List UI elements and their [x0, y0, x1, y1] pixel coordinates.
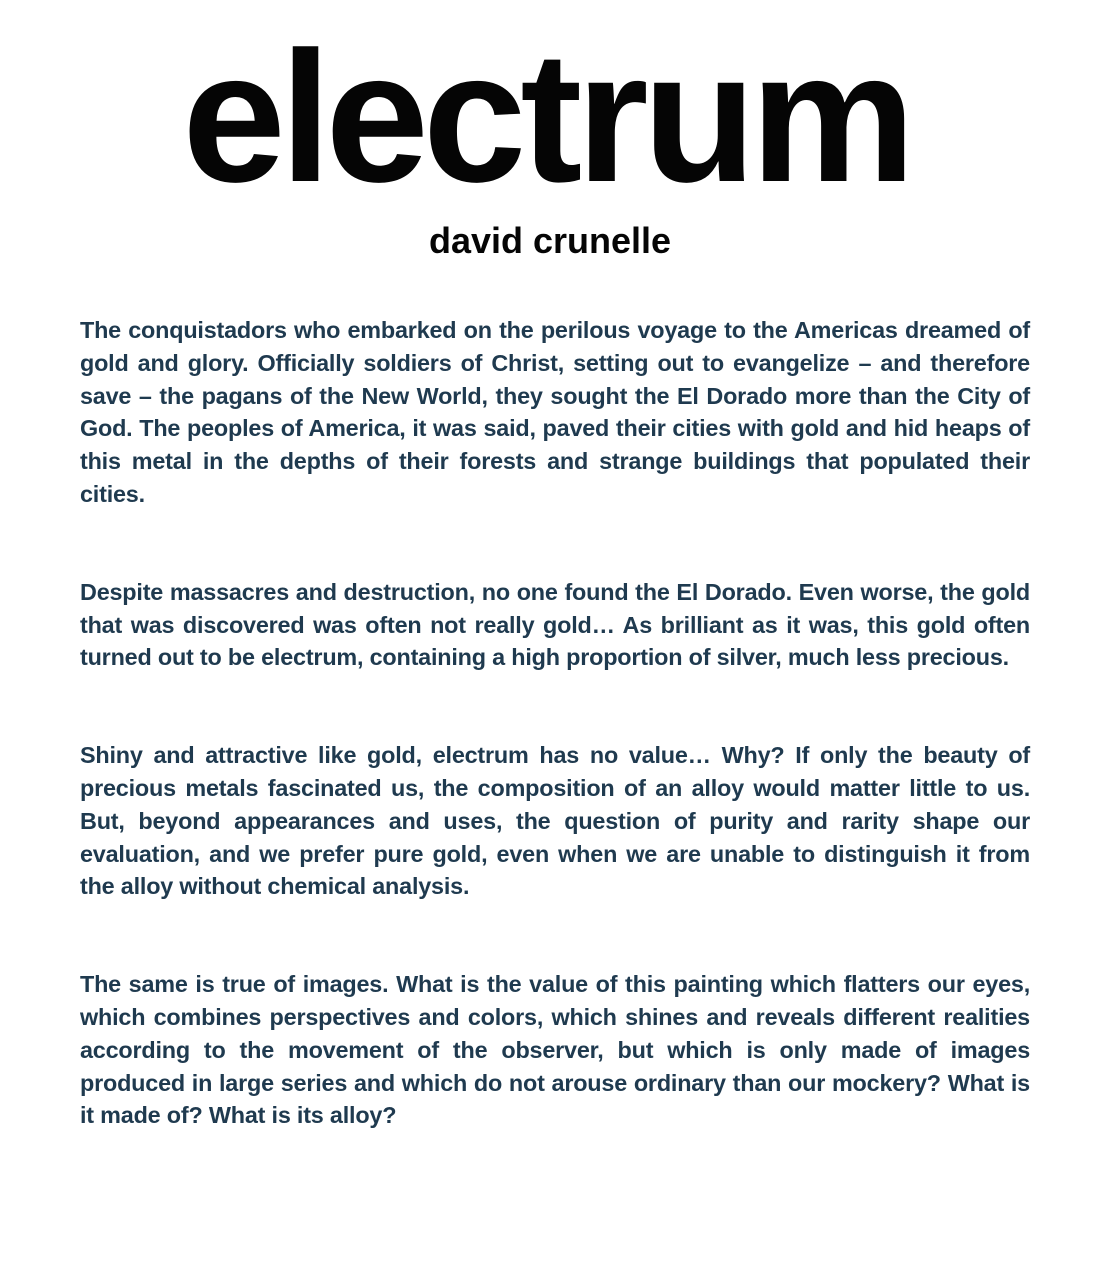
page-title: electrum: [182, 14, 910, 221]
paragraph-4: The same is true of images. What is the value of this painting which flatters our eyes, which combines perspectives and colors, which shines and reveals different realities according to the movement of the observer, but which is only made of images produced in large series and which do not arouse ordinary than our mockery? What is it made of? What is its alloy?: [80, 971, 1030, 1129]
paragraph-1: The conquistadors who embarked on the perilous voyage to the Americas dreamed of gold and glory. Officially soldiers of Christ, setting out to evangelize – and therefore save – the pagans of the New World, they sought the El Dorado more than the City of God. The peoples of America, it was said, paved their cities with gold and hid heaps of this metal in the depths of their forests and strange buildings that populated their cities.: [80, 317, 1030, 507]
paragraph-3: Shiny and attractive like gold, electrum has no value… Why? If only the beauty of precious metals fascinated us, the composition of an alloy would matter little to us. But, beyond appearances and uses, the question of purity and rarity shape our evaluation, and we prefer pure gold, even when we are unable to distinguish it from the alloy without chemical analysis.: [80, 742, 1030, 900]
paragraph-2: Despite massacres and destruction, no one found the El Dorado. Even worse, the gold that was discovered was often not really gold… As brilliant as it was, this gold often turned out to be electrum, containing a high proportion of silver, much less precious.: [80, 578, 1030, 671]
body-text: [80, 314, 1030, 1197]
author-name: david crunelle: [428, 220, 672, 261]
